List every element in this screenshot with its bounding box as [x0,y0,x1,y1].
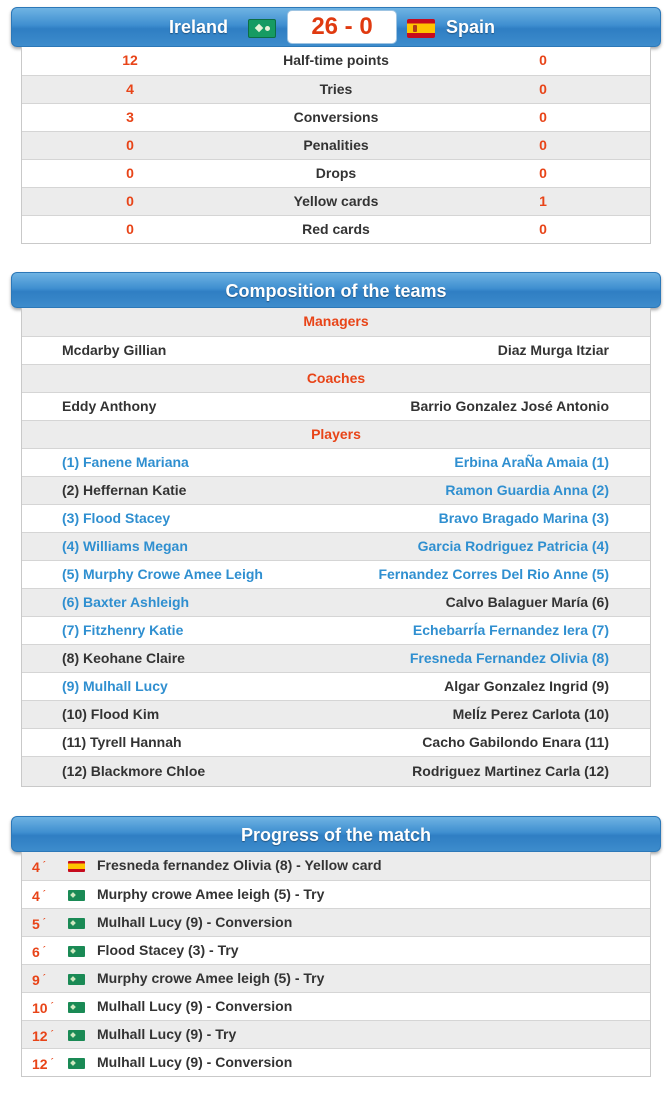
stat-row [22,131,650,159]
composition-header [11,272,661,308]
away-player: Calvo Balaguer María (6) [445,594,609,610]
stat-away-value: 0 [539,109,547,125]
away-team-name[interactable]: Spain [446,17,496,37]
player-row [22,588,650,616]
event-row [22,964,650,992]
ireland-flag-icon [68,1058,85,1069]
player-row [22,448,650,476]
player-row [22,728,650,756]
stat-row [22,103,650,131]
stat-home-value: 0 [126,193,134,209]
composition-title: Composition of the teams [225,281,447,301]
player-row [22,504,650,532]
player-row [22,560,650,588]
away-player-link[interactable]: Erbina AraÑa Amaia (1) [454,454,609,470]
event-text: Fresneda fernandez Olivia (8) - Yellow card [97,857,382,873]
away-player-link[interactable]: Fernandez Corres Del Rio Anne (5) [378,566,609,582]
stat-home-value: 0 [126,137,134,153]
home-player-link[interactable]: (7) Fitzhenry Katie [62,622,184,638]
event-row [22,1048,650,1076]
ireland-flag-icon [248,19,276,38]
stat-row [22,187,650,215]
away-player-link[interactable]: EchebarrÍa Fernandez Iera (7) [412,622,609,638]
stat-home-value: 12 [122,52,138,68]
player-row [22,672,650,700]
progress-header [11,816,661,852]
stat-label: Half-time points [283,52,389,68]
stat-row [22,47,650,75]
away-player-link[interactable]: Garcia Rodriguez Patricia (4) [417,538,609,554]
home-coach: Eddy Anthony [62,398,157,414]
stat-label: Yellow cards [293,193,379,209]
stat-away-value: 0 [539,221,547,237]
stat-home-value: 0 [126,165,134,181]
stat-label: Conversions [293,109,379,125]
score-header [11,7,661,47]
match-stats-table [21,47,651,244]
home-player-link[interactable]: (9) Mulhall Lucy [62,678,168,694]
event-minute: 4 ´ [32,888,46,904]
composition-table [21,308,651,787]
stat-label: Drops [315,165,357,181]
home-player-link[interactable]: (3) Flood Stacey [62,510,171,526]
match-progress-list [21,852,651,1077]
ireland-flag-icon [68,946,85,957]
event-minute: 5 ´ [32,916,46,932]
event-minute: 12 ´ [32,1056,54,1072]
event-minute: 4 ´ [32,859,46,875]
home-player: (12) Blackmore Chloe [62,763,206,779]
away-coach: Barrio Gonzalez José Antonio [410,398,609,414]
stat-row [22,75,650,103]
event-text: Mulhall Lucy (9) - Conversion [97,914,293,930]
player-row [22,700,650,728]
home-player-link[interactable]: (5) Murphy Crowe Amee Leigh [62,566,263,582]
players-heading: Players [22,420,650,448]
event-row [22,908,650,936]
managers-heading: Managers [22,308,650,336]
stat-label: Red cards [302,221,370,237]
event-row [22,852,650,880]
progress-title: Progress of the match [240,825,432,845]
managers-row [22,336,650,364]
player-row [22,644,650,672]
player-row [22,616,650,644]
away-manager: Diaz Murga Itziar [497,342,609,358]
away-player-link[interactable]: Ramon Guardia Anna (2) [445,482,609,498]
home-player-link[interactable]: (6) Baxter Ashleigh [62,594,190,610]
stat-away-value: 0 [539,165,547,181]
stat-away-value: 0 [539,81,547,97]
stat-row [22,215,650,243]
away-player-link[interactable]: Bravo Bragado Marina (3) [438,510,609,526]
ireland-flag-icon [68,974,85,985]
stat-label: Penalities [303,137,369,153]
ireland-flag-icon [68,1002,85,1013]
event-row [22,936,650,964]
event-text: Mulhall Lucy (9) - Conversion [97,998,293,1014]
event-text: Mulhall Lucy (9) - Conversion [97,1054,293,1070]
stat-away-value: 1 [539,193,547,209]
home-player-link[interactable]: (1) Fanene Mariana [62,454,189,470]
event-minute: 12 ´ [32,1028,54,1044]
ireland-flag-icon [68,890,85,901]
home-team-name[interactable]: Ireland [168,17,228,37]
coaches-row [22,392,650,420]
coaches-heading: Coaches [22,364,650,392]
spain-flag-icon [68,861,85,872]
ireland-flag-icon [68,918,85,929]
event-text: Flood Stacey (3) - Try [97,942,239,958]
stat-away-value: 0 [539,52,547,68]
stat-home-value: 4 [126,81,134,97]
event-text: Murphy crowe Amee leigh (5) - Try [97,886,325,902]
home-manager: Mcdarby Gillian [62,342,167,358]
away-player: Rodriguez Martinez Carla (12) [412,763,609,779]
home-player: (2) Heffernan Katie [62,482,187,498]
stat-home-value: 0 [126,221,134,237]
event-row [22,992,650,1020]
final-score: 26 - 0 [287,10,397,44]
event-text: Mulhall Lucy (9) - Try [97,1026,237,1042]
home-player: (8) Keohane Claire [62,650,185,666]
event-minute: 10 ´ [32,1000,54,1016]
event-row [22,880,650,908]
home-player: (10) Flood Kim [62,706,160,722]
player-row [22,476,650,504]
stat-label: Tries [319,81,353,97]
away-player: MelÍz Perez Carlota (10) [452,706,609,722]
event-text: Murphy crowe Amee leigh (5) - Try [97,970,325,986]
home-player-link[interactable]: (4) Williams Megan [62,538,188,554]
event-minute: 9 ´ [32,972,46,988]
stat-away-value: 0 [539,137,547,153]
event-minute: 6 ´ [32,944,46,960]
away-player: Cacho Gabilondo Enara (11) [422,734,609,750]
home-player: (11) Tyrell Hannah [62,734,182,750]
spain-flag-icon [407,19,435,38]
away-player: Algar Gonzalez Ingrid (9) [444,678,609,694]
player-row [22,532,650,560]
stat-home-value: 3 [126,109,134,125]
player-row [22,756,650,786]
event-row [22,1020,650,1048]
away-player-link[interactable]: Fresneda Fernandez Olivia (8) [409,650,609,666]
ireland-flag-icon [68,1030,85,1041]
stat-row [22,159,650,187]
